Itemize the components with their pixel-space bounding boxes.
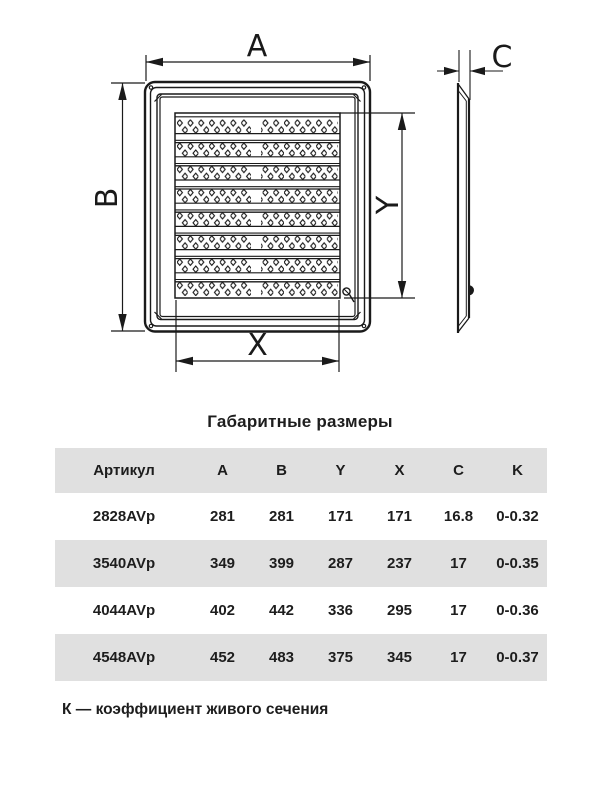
col-header-articul: Артикул — [93, 462, 155, 479]
cell: 452 — [209, 649, 236, 666]
latch-bump — [469, 286, 473, 295]
cell: 402 — [209, 602, 236, 619]
dimension-x — [176, 300, 339, 372]
dim-label-b: B — [90, 187, 125, 209]
cell: 349 — [209, 555, 236, 572]
cell: 16.8 — [443, 508, 474, 525]
cell: 0-0.36 — [496, 602, 539, 619]
cell-articul: 2828AVp — [92, 508, 156, 525]
cell: 375 — [327, 649, 354, 666]
col-header-k: K — [512, 462, 523, 479]
latch-screw-icon — [343, 288, 354, 302]
cell: 281 — [268, 508, 295, 525]
dim-label-y: Y — [371, 195, 406, 215]
col-header-a: A — [217, 462, 228, 479]
front-view-drawing — [145, 82, 370, 332]
louvre-panel — [175, 113, 354, 302]
footnote: К — коэффициент живого сечения — [62, 701, 329, 718]
table-row — [55, 587, 547, 634]
dimension-a — [146, 29, 370, 81]
cell: 171 — [327, 508, 354, 525]
dimensions-table — [55, 448, 547, 681]
cell: 0-0.35 — [496, 555, 539, 572]
cell: 17 — [450, 555, 467, 572]
cell: 287 — [327, 555, 354, 572]
cell: 399 — [268, 555, 295, 572]
cell: 0-0.37 — [496, 649, 539, 666]
cell: 442 — [268, 602, 295, 619]
col-header-b: B — [276, 462, 287, 479]
perforation-bands — [177, 119, 338, 296]
dim-label-c: C — [491, 40, 513, 75]
cell: 17 — [450, 602, 467, 619]
cell: 295 — [386, 602, 413, 619]
table-row — [55, 493, 547, 540]
cell: 0-0.32 — [496, 508, 539, 525]
cell: 345 — [386, 649, 413, 666]
table-header-row — [55, 448, 547, 493]
dimension-y — [340, 113, 415, 298]
cell: 17 — [450, 649, 467, 666]
dimension-b — [90, 83, 145, 331]
cell: 171 — [386, 508, 413, 525]
cell-articul: 4548AVp — [92, 649, 156, 666]
dim-label-x: X — [247, 328, 268, 363]
col-header-x: X — [394, 462, 405, 479]
side-view-drawing — [458, 83, 473, 333]
dim-label-a: A — [246, 29, 268, 64]
cell: 336 — [327, 602, 354, 619]
table-title: Габаритные размеры — [207, 412, 393, 431]
col-header-y: Y — [335, 462, 346, 479]
cell-articul: 4044AVp — [92, 602, 156, 619]
cell: 483 — [268, 649, 295, 666]
table-row — [55, 634, 547, 681]
col-header-c: C — [453, 462, 464, 479]
cell-articul: 3540AVp — [92, 555, 156, 572]
cell: 281 — [209, 508, 236, 525]
table-row — [55, 540, 547, 587]
dimension-c — [437, 40, 512, 100]
cell: 237 — [386, 555, 413, 572]
